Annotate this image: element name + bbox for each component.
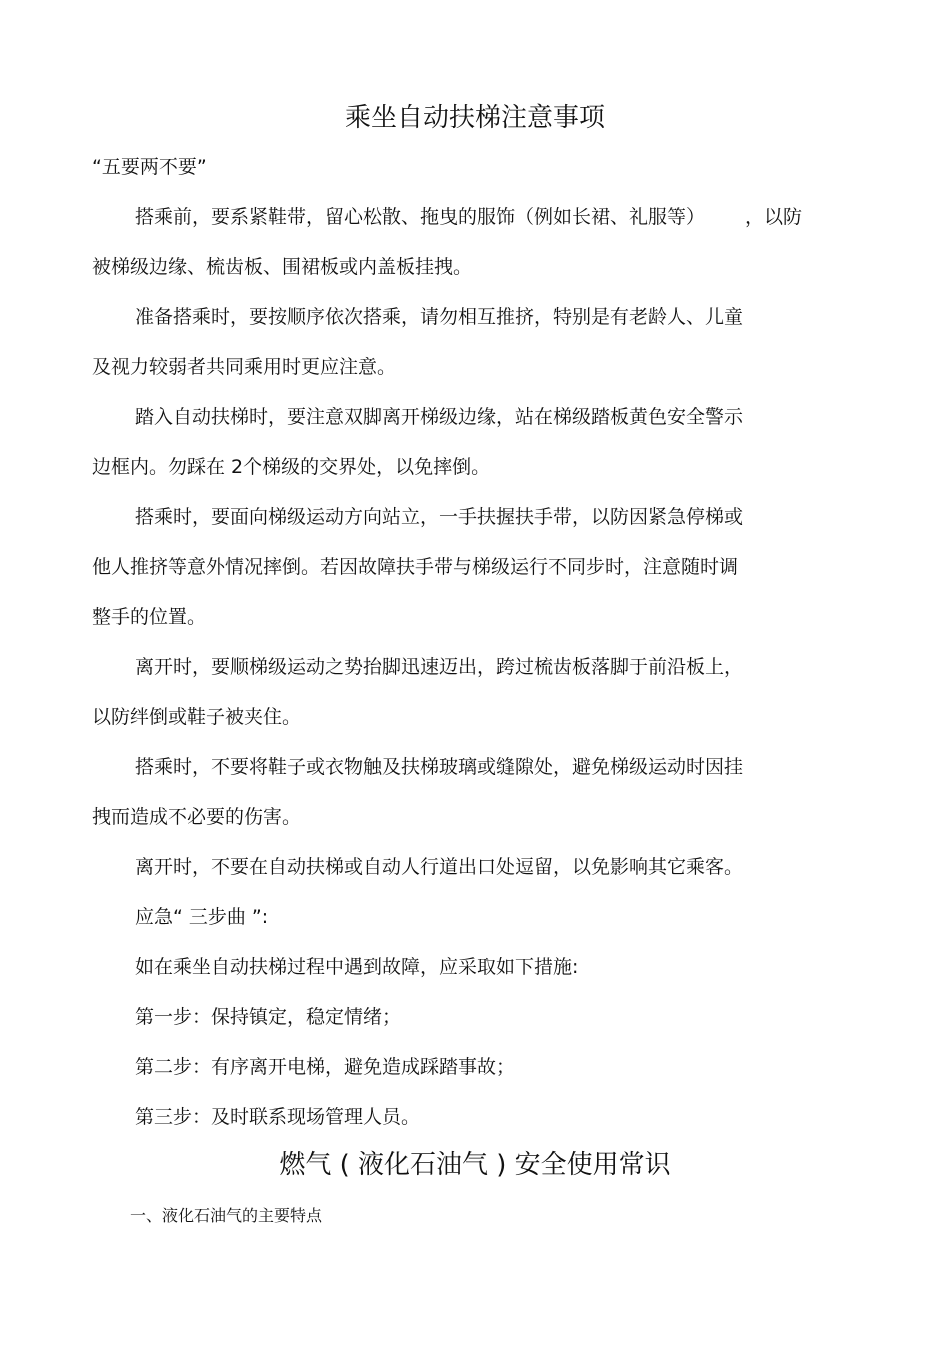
step-2: 第二步：有序离开电梯，避免造成踩踏事故；	[135, 1056, 516, 1078]
paragraph-3-line-1: 踏入自动扶梯时，要注意双脚离开梯级边缘，站在梯级踏板黄色安全警示	[135, 406, 744, 428]
paragraph-6-line-2: 拽而造成不必要的伤害。	[92, 806, 302, 828]
section-subheading: 一、液化石油气的主要特点	[130, 1206, 323, 1225]
emergency-heading: 应急“ 三步曲 ”:	[135, 906, 269, 928]
document-title: 乘坐自动扶梯注意事项	[344, 103, 605, 133]
paragraph-7-line-1: 离开时，不要在自动扶梯或自动人行道出口处逗留，以免影响其它乘客。	[135, 856, 744, 878]
paragraph-5-line-2: 以防绊倒或鞋子被夹住。	[92, 706, 302, 728]
step-1: 第一步：保持镇定，稳定情绪；	[135, 1006, 402, 1028]
paragraph-2-line-2: 及视力较弱者共同乘用时更应注意。	[92, 356, 397, 378]
paragraph-1-line-1	[135, 204, 802, 230]
paragraph-5-line-1: 离开时，要顺梯级运动之势抬脚迅速迈出，跨过梳齿板落脚于前沿板上，	[135, 656, 744, 678]
paragraph-6-line-1: 搭乘时，不要将鞋子或衣物触及扶梯玻璃或缝隙处，避免梯级运动时因挂	[135, 756, 744, 778]
paragraph-1-line-1-a: 搭乘前，要系紧鞋带，留心松散、拖曳的服饰（例如长裙、礼服等）	[135, 206, 706, 228]
section-title-gas: 燃气 ( 液化石油气 ) 安全使用常识	[279, 1150, 671, 1180]
paragraph-2-line-1: 准备搭乘时，要按顺序依次搭乘，请勿相互推挤，特别是有老龄人、儿童	[135, 306, 744, 328]
paragraph-4-line-1: 搭乘时，要面向梯级运动方向站立，一手扶握扶手带，以防因紧急停梯或	[135, 506, 744, 528]
emergency-intro: 如在乘坐自动扶梯过程中遇到故障，应采取如下措施:	[135, 956, 579, 978]
heading-five-two: “五要两不要”	[92, 156, 207, 178]
step-3: 第三步：及时联系现场管理人员。	[135, 1106, 421, 1128]
paragraph-4-line-3: 整手的位置。	[92, 606, 207, 628]
paragraph-1-line-1-b: ，以防	[745, 206, 803, 228]
paragraph-4-line-2: 他人推挤等意外情况摔倒。若因故障扶手带与梯级运行不同步时，注意随时调	[92, 556, 739, 578]
paragraph-3-line-2: 边框内。勿踩在 2个梯级的交界处，以免摔倒。	[92, 456, 491, 478]
paragraph-1-line-2: 被梯级边缘、梳齿板、围裙板或内盖板挂拽。	[92, 256, 473, 278]
